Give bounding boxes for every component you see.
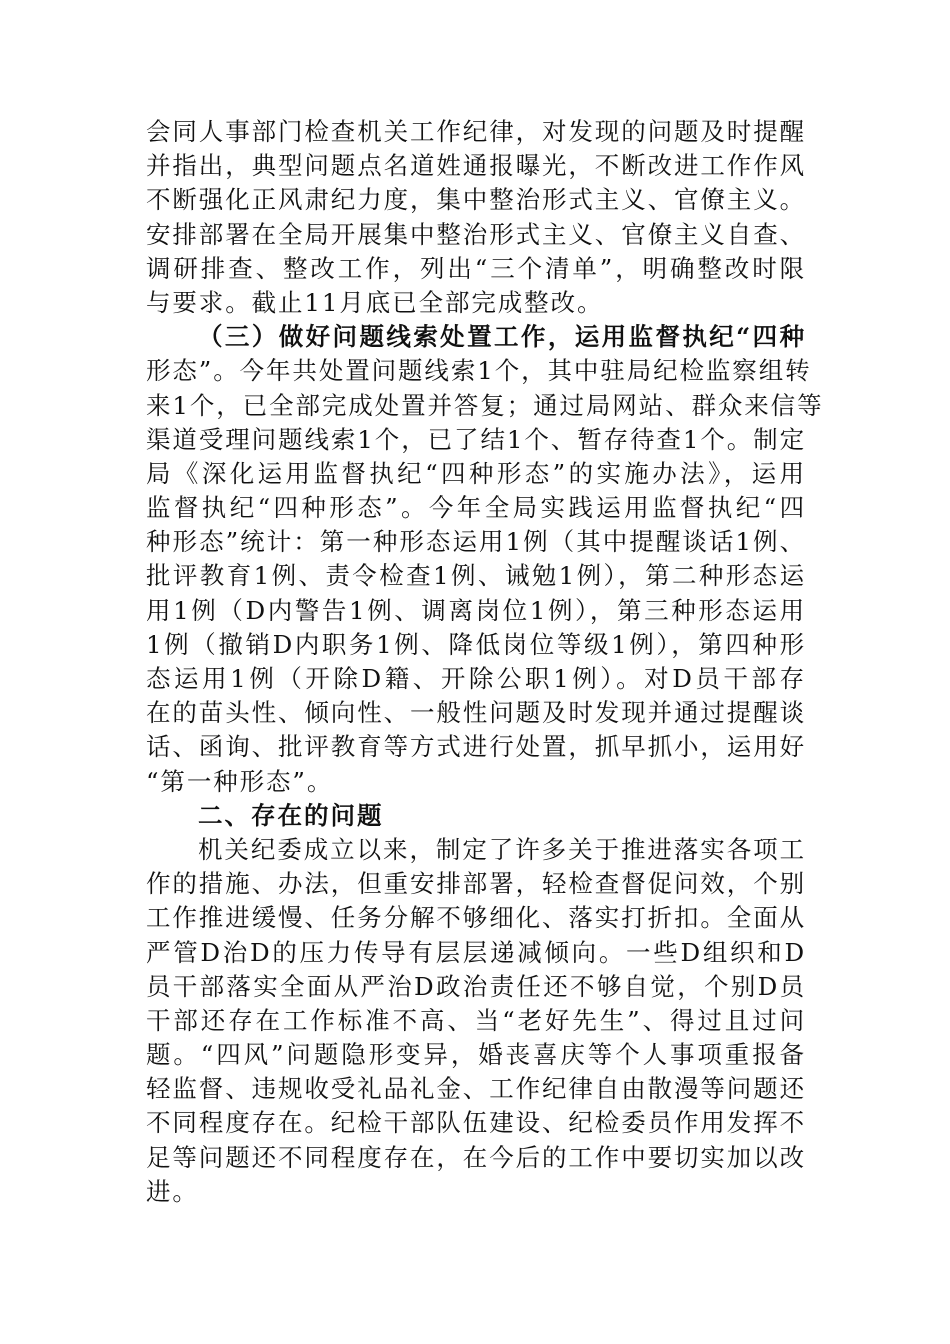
paragraph-work-discipline [146,115,806,320]
text-line: 批评教育1例、责令检查1例、诫勉1例），第二种形态运 [146,561,806,591]
text-line: 不断强化正风肃纪力度，集中整治形式主义、官僚主义。 [146,185,806,215]
text-line: 来1个，已全部完成处置并答复；通过局网站、群众来信等 [146,390,824,420]
document-body [146,115,824,1209]
text-line: 1例（撤销D内职务1例、降低岗位等级1例），第四种形 [146,629,806,659]
text-line: 机关纪委成立以来，制定了许多关于推进落实各项工 [198,834,806,864]
text-line: 调研排查、整改工作，列出“三个清单”，明确整改时限 [146,253,806,283]
paragraph-existing-problems [146,833,806,1209]
text-line: 足等问题还不同程度存在，在今后的工作中要切实加以改 [146,1142,806,1172]
text-line: 并指出，典型问题点名道姓通报曝光，不断改进工作作风 [146,151,806,181]
text-line: “第一种形态”。 [146,766,334,796]
text-line: 形态”。今年共处置问题线索1个，其中驻局纪检监察组转 [146,356,812,386]
text-line: 话、函询、批评教育等方式进行处置，抓早抓小，运用好 [146,732,806,762]
text-line: 题。“四风”问题隐形变异，婚丧喜庆等个人事项重报备 [146,1040,806,1070]
text-line: 轻监督、违规收受礼品礼金、工作纪律自由散漫等问题还 [146,1074,806,1104]
subsection-heading-line: （三）做好问题线索处置工作，运用监督执纪“四种 [198,322,806,352]
paragraph-problem-clues [146,320,824,799]
text-line: 用1例（D内警告1例、调离岗位1例），第三种形态运用 [146,595,806,625]
text-line: 作的措施、办法，但重安排部署，轻检查督促问效，个别 [146,869,806,899]
text-line: 员干部落实全面从严治D政治责任还不够自觉，个别D员 [146,971,806,1001]
text-line: 监督执纪“四种形态”。今年全局实践运用监督执纪“四 [146,493,806,523]
text-line: 会同人事部门检查机关工作纪律，对发现的问题及时提醒 [146,117,806,146]
text-line: 种形态”统计：第一种形态运用1例（其中提醒谈话1例、 [146,527,806,557]
text-line: 安排部署在全局开展集中整治形式主义、官僚主义自查、 [146,219,806,249]
text-line: 在的苗头性、倾向性、一般性问题及时发现并通过提醒谈 [146,698,806,728]
text-line: 进。 [146,1176,199,1206]
section-heading-existing-problems: 二、存在的问题 [198,800,384,830]
text-line: 严管D治D的压力传导有层层递减倾向。一些D组织和D [146,937,806,967]
text-line: 工作推进缓慢、任务分解不够细化、落实打折扣。全面从 [146,903,806,933]
text-line: 不同程度存在。纪检干部队伍建设、纪检委员作用发挥不 [146,1108,806,1138]
text-line: 干部还存在工作标准不高、当“老好先生”、得过且过问 [146,1005,806,1035]
text-line: 态运用1例（开除D籍、开除公职1例）。对D员干部存 [146,664,806,693]
text-line: 渠道受理问题线索1个，已了结1个、暂存待查1个。制定 [146,424,806,454]
text-line: 局《深化运用监督执纪“四种形态”的实施办法》，运用 [146,458,806,488]
text-line: 与要求。截止11月底已全部完成整改。 [146,287,604,317]
